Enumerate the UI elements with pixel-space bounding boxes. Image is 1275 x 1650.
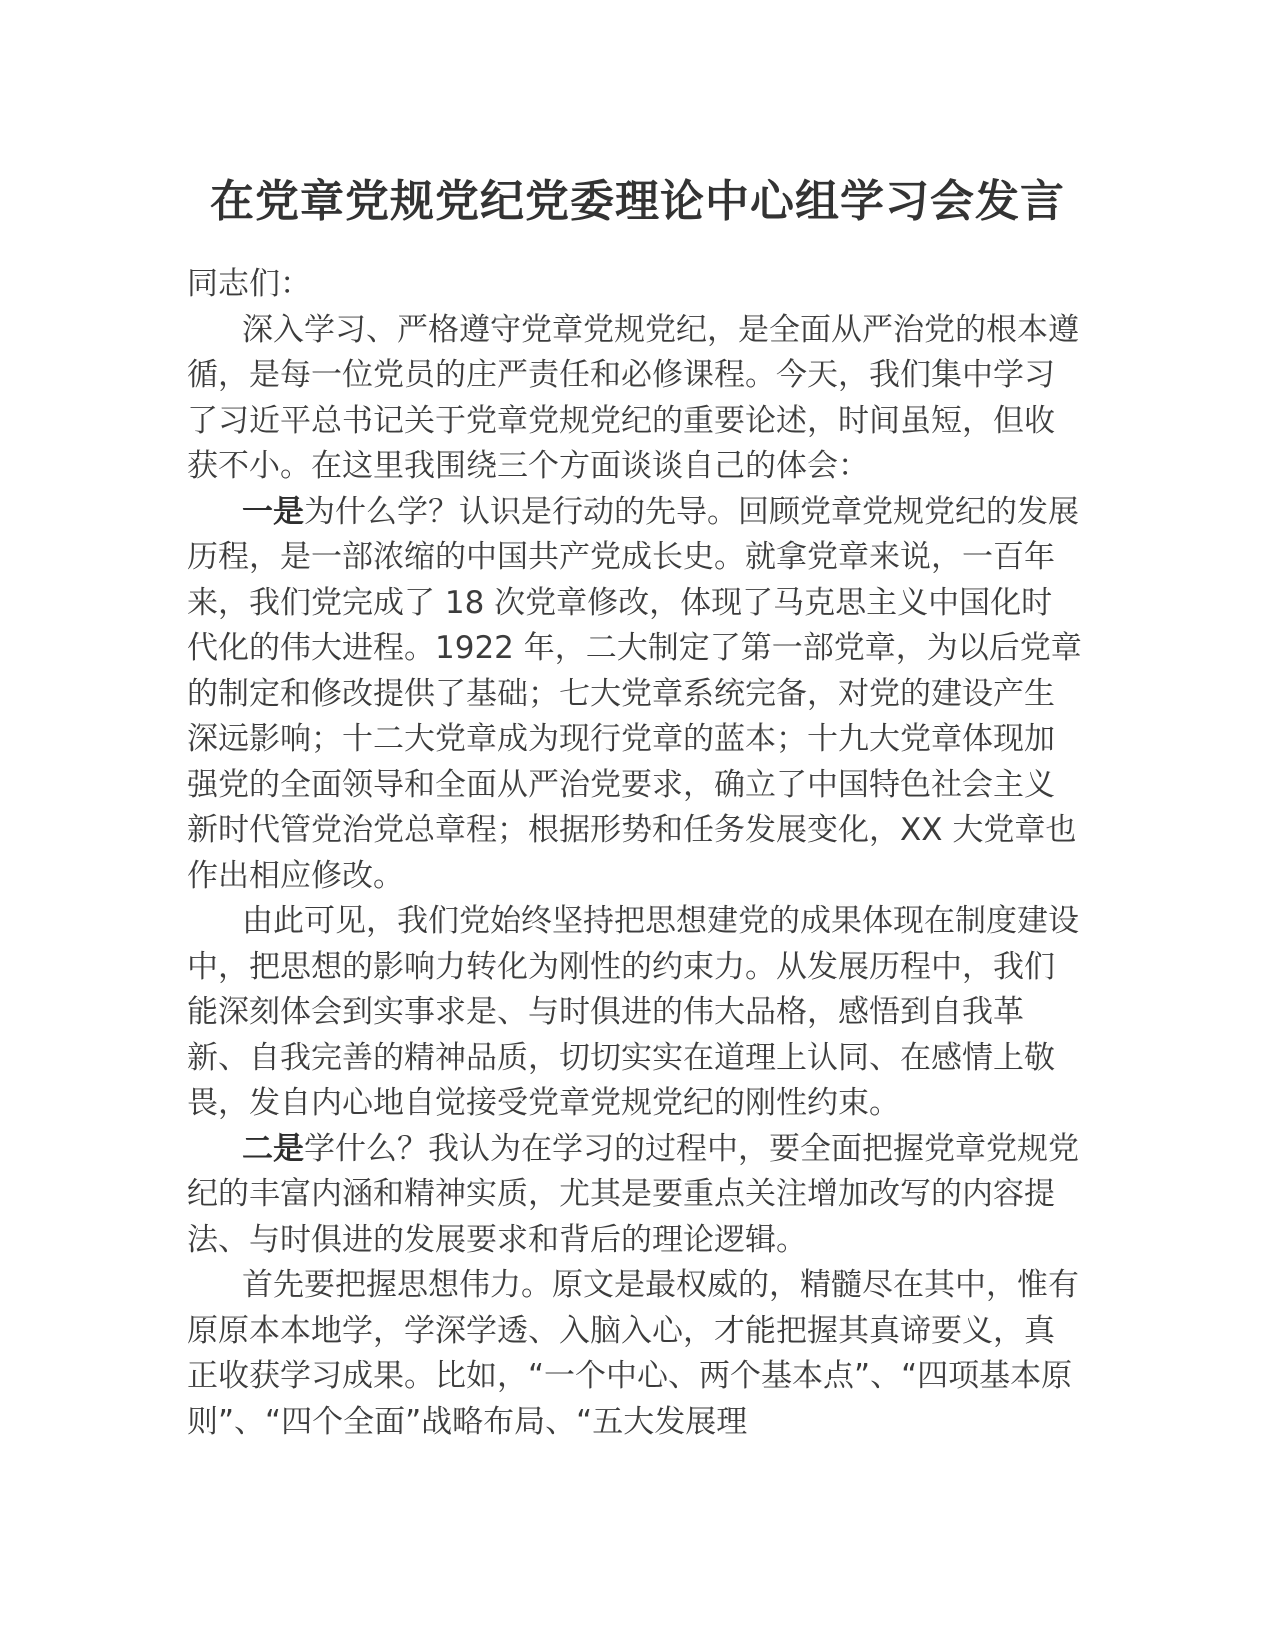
paragraph-first-requirement bbox=[187, 1263, 1082, 1445]
document-title: 在党章党规党纪党委理论中心组学习会发言 bbox=[210, 176, 1065, 227]
document-body bbox=[187, 262, 1082, 1445]
paragraph-text: 学什么？我认为在学习的过程中，要全面把握党章党规党纪的丰富内涵和精神实质，尤其是要重点关注增加改写的内容提法、与时俱进的发展要求和背后的理论逻辑。 bbox=[187, 1130, 1079, 1258]
paragraph-text: 首先要把握思想伟力。原文是最权威的，精髓尽在其中，惟有原原本本地学，学深学透、入脑入心，才能把握其真谛要义，真正收获学习成果。比如，“一个中心、两个基本点”、“四项基本原则”、“四个全面”战略布局、“五大发展理 bbox=[187, 1267, 1079, 1440]
paragraph-lead: 一是 bbox=[242, 493, 304, 530]
salutation: 同志们： bbox=[187, 266, 311, 302]
paragraph-text: 深入学习、严格遵守党章党规党纪，是全面从严治党的根本遵循，是每一位党员的庄严责任和必修课程。今天，我们集中学习了习近平总书记关于党章党规党纪的重要论述，时间虽短，但收获不小。在这里我围绕三个方面谈谈自己的体会： bbox=[187, 311, 1079, 484]
paragraph-intro bbox=[187, 308, 1082, 490]
paragraph-text: 由此可见，我们党始终坚持把思想建党的成果体现在制度建设中，把思想的影响力转化为刚性的约束力。从发展历程中，我们能深刻体会到实事求是、与时俱进的伟大品格，感悟到自我革新、自我完善的精神品质，切切实实在道理上认同、在感情上敬畏，发自内心地自觉接受党章党规党纪的刚性约束。 bbox=[187, 903, 1079, 1121]
paragraph-lead: 二是 bbox=[242, 1130, 304, 1167]
paragraph-point-two bbox=[187, 1127, 1082, 1264]
paragraph-text: 为什么学？认识是行动的先导。回顾党章党规党纪的发展历程，是一部浓缩的中国共产党成长史。就拿党章来说，一百年来，我们党完成了 18 次党章修改，体现了马克思主义中国化时代化的伟大进程。1922 年，二大制定了第一部党章，为以后党章的制定和修改提供了基础；七大党章系统完备，对党的建设产生深远影响；十二大党章成为现行党章的蓝本；十九大党章体现加强党的全面领导和全面从严治党要求，确立了中国特色社会主义新时代管党治党总章程；根据形势和任务发展变化，XX 大党章也作出相应修改。 bbox=[187, 493, 1082, 894]
paragraph-conclusion-one bbox=[187, 899, 1082, 1127]
paragraph-point-one bbox=[187, 490, 1082, 900]
